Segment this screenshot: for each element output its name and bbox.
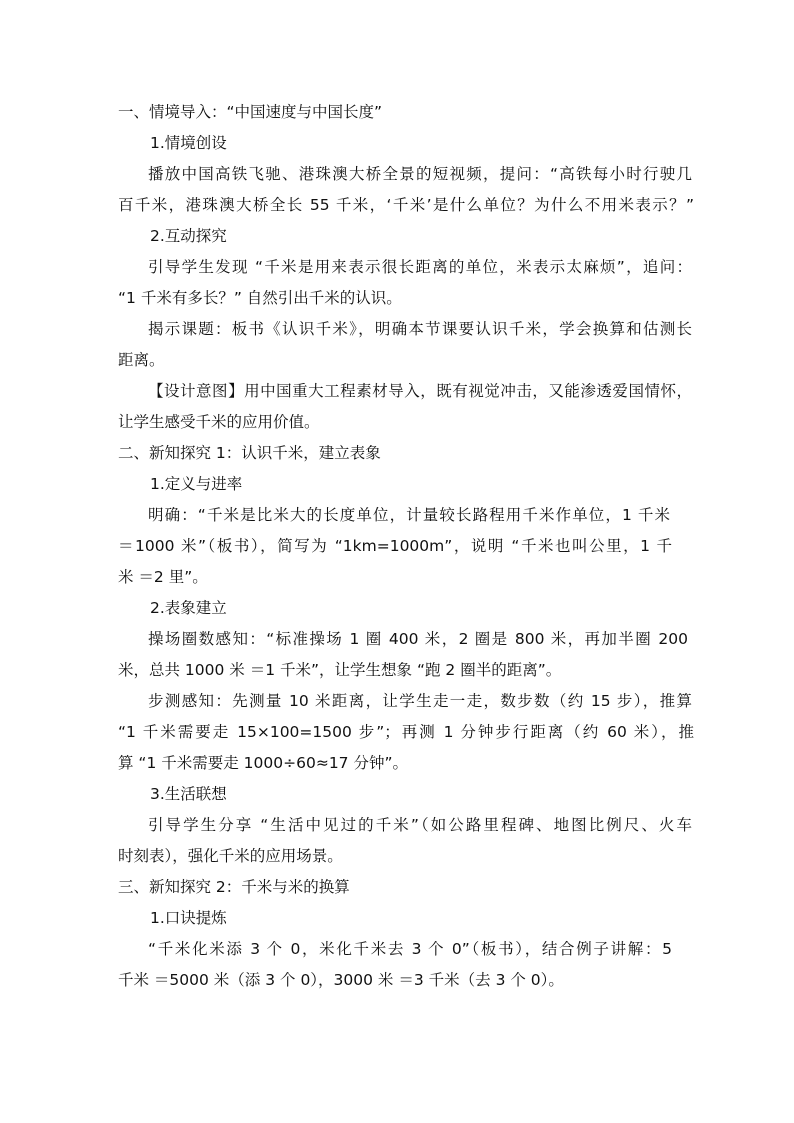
- paragraph-line: 算 “1 千米需要走 1000÷60≈17 分钟”。: [118, 754, 408, 772]
- paragraph-line: 步测感知：先测量 10 米距离，让学生走一走，数步数（约 15 步），推算: [148, 692, 692, 710]
- paragraph-line: 米，总共 1000 米 ＝1 千米”，让学生想象 “跑 2 圈半的距离”。: [118, 661, 562, 679]
- section-heading-1: 一、情境导入：“中国速度与中国长度”: [118, 103, 383, 121]
- section-heading-2: 二、新知探究 1：认识千米，建立表象: [118, 444, 381, 462]
- paragraph-line: “1 千米需要走 15×100=1500 步”；再测 1 分钟步行距离（约 60 米），推: [118, 723, 694, 741]
- paragraph-line: 百千米，港珠澳大桥全长 55 千米，‘千米’是什么单位？为什么不用米表示？”: [118, 196, 694, 214]
- paragraph-line: 距离。: [118, 351, 165, 369]
- paragraph-line: 揭示课题：板书《认识千米》，明确本节课要认识千米，学会换算和估测长: [148, 320, 692, 338]
- design-intent-line: 让学生感受千米的应用价值。: [118, 413, 320, 431]
- subheading-mnemonic: 1.口诀提炼: [150, 909, 227, 927]
- paragraph-line: 操场圈数感知：“标准操场 1 圈 400 米，2 圈是 800 米，再加半圈 200: [148, 630, 688, 648]
- paragraph-line: 时刻表），强化千米的应用场景。: [118, 847, 343, 865]
- paragraph-line: 米 ＝2 里”。: [118, 568, 208, 586]
- subheading-interactive-exploration: 2.互动探究: [150, 227, 227, 245]
- subheading-situation-setup: 1.情境创设: [150, 134, 227, 152]
- section-heading-3: 三、新知探究 2：千米与米的换算: [118, 878, 350, 896]
- subheading-definition: 1.定义与进率: [150, 475, 243, 493]
- subheading-life-association: 3.生活联想: [150, 785, 227, 803]
- paragraph-line: 明确：“千米是比米大的长度单位，计量较长路程用千米作单位，1 千米: [148, 506, 670, 524]
- design-intent-line: 【设计意图】用中国重大工程素材导入，既有视觉冲击，又能渗透爱国情怀，: [148, 382, 692, 400]
- paragraph-line: “千米化米添 3 个 0，米化千米去 3 个 0”（板书），结合例子讲解：5: [148, 940, 672, 958]
- paragraph-line: ＝1000 米”（板书），简写为 “1km=1000m”，说明 “千米也叫公里，1 千: [118, 537, 672, 555]
- paragraph-line: 引导学生分享 “生活中见过的千米”（如公路里程碑、地图比例尺、火车: [148, 816, 692, 834]
- paragraph-line: 播放中国高铁飞驰、港珠澳大桥全景的短视频，提问：“高铁每小时行驶几: [148, 165, 692, 183]
- paragraph-line: 引导学生发现 “千米是用来表示很长距离的单位，米表示太麻烦”，追问：: [148, 258, 692, 276]
- subheading-representation: 2.表象建立: [150, 599, 227, 617]
- paragraph-line: “1 千米有多长？” 自然引出千米的认识。: [118, 289, 402, 307]
- paragraph-line: 千米 ＝5000 米（添 3 个 0），3000 米 ＝3 千米（去 3 个 0）。: [118, 971, 564, 989]
